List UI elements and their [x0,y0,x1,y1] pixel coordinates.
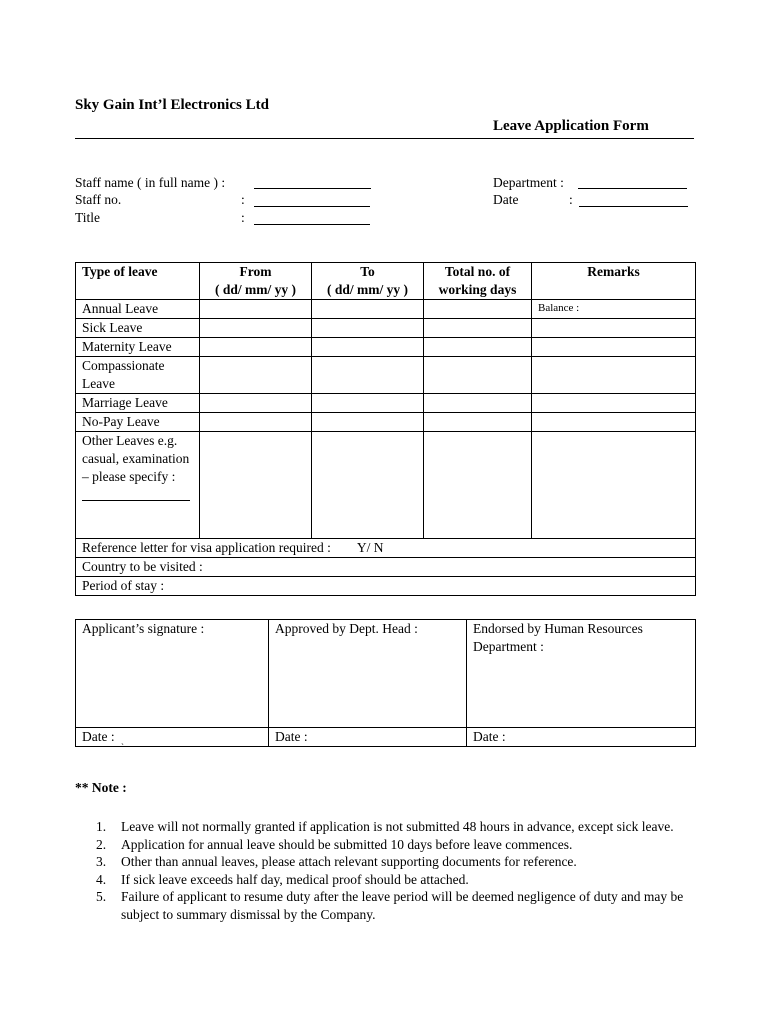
staff-no-colon: : [241,192,245,207]
visa-row [76,539,696,558]
table-row [76,338,696,357]
to-cell[interactable] [312,319,424,338]
dept-head-date-cell[interactable]: Date : [269,728,467,747]
notes-list [96,818,696,923]
note-text: Application for annual leave should be submitted 10 days before leave commences. [121,836,573,852]
department-label: Department : [493,175,564,190]
title-field[interactable] [254,224,370,225]
leave-type-annual: Annual Leave [76,300,200,319]
balance-cell[interactable]: Balance : [532,300,696,319]
leave-type-compassionate: Compassionate Leave [76,357,200,394]
total-days-cell[interactable] [424,357,532,394]
to-cell[interactable] [312,413,424,432]
header-to-label: To [360,264,375,279]
header-from-label: From [239,264,272,279]
signature-row [76,620,696,728]
to-cell[interactable] [312,432,424,539]
note-title: ** Note : [75,780,127,795]
list-item [96,836,696,854]
date-field[interactable] [579,206,688,207]
period-row [76,577,696,596]
note-text: Other than annual leaves, please attach relevant supporting documents for reference. [121,854,577,869]
remarks-cell[interactable] [532,357,696,394]
hr-endorsement-cell[interactable]: Endorsed by Human Resources Department : [467,620,696,728]
note-number: 5. [96,889,107,904]
to-cell[interactable] [312,394,424,413]
applicant-date-cell[interactable]: Date : [76,728,269,747]
header-from-format: ( dd/ mm/ yy ) [215,282,296,297]
total-days-cell[interactable] [424,413,532,432]
company-name: Sky Gain Int’l Electronics Ltd [75,97,269,113]
staff-no-field[interactable] [254,206,370,207]
department-field[interactable] [578,188,687,189]
signature-table [75,619,696,747]
leave-table-header-row [76,263,696,300]
date-label: Date [493,192,519,207]
table-row [76,394,696,413]
table-row [76,413,696,432]
country-to-visit-cell[interactable]: Country to be visited : [76,558,696,577]
to-cell[interactable] [312,300,424,319]
to-cell[interactable] [312,338,424,357]
leave-type-other-label: Other Leaves e.g. casual, examination – please specify : [82,433,190,484]
visa-reference-label: Reference letter for visa application required : [82,540,331,555]
note-text: Leave will not normally granted if application is not submitted 48 hours in advance, except sick leave. [121,819,674,834]
remarks-cell[interactable] [532,319,696,338]
specify-field[interactable] [82,500,190,501]
header-to-format: ( dd/ mm/ yy ) [327,282,408,297]
signature-date-row [76,728,696,747]
visa-reference-cell[interactable] [76,539,696,558]
leave-type-no-pay: No-Pay Leave [76,413,200,432]
visa-yes-no[interactable]: Y/ N [356,540,384,555]
note-number: 1. [96,819,107,834]
from-cell[interactable] [200,338,312,357]
table-row [76,319,696,338]
title-colon: : [241,210,245,225]
header-type-of-leave: Type of leave [76,263,200,300]
date-colon: : [569,192,573,207]
to-cell[interactable] [312,357,424,394]
remarks-cell[interactable] [532,394,696,413]
total-days-cell[interactable] [424,394,532,413]
form-title: Leave Application Form [493,118,649,134]
table-row [76,300,696,319]
note-number: 2. [96,836,107,852]
remarks-cell[interactable] [532,338,696,357]
note-text: Failure of applicant to resume duty after the leave period will be deemed negligence of duty and may be subject to summary dismissal by the Company. [121,889,684,922]
total-days-cell[interactable] [424,432,532,539]
header-remarks: Remarks [532,263,696,300]
stray-mark: ` [121,742,124,752]
table-row [76,357,696,394]
list-item [96,818,696,836]
header-divider [75,138,694,139]
staff-name-field[interactable] [254,188,371,189]
leave-type-other [76,432,200,539]
leave-type-maternity: Maternity Leave [76,338,200,357]
leave-type-sick: Sick Leave [76,319,200,338]
staff-no-label: Staff no. [75,192,122,207]
note-text: If sick leave exceeds half day, medical proof should be attached. [121,871,469,887]
from-cell[interactable] [200,300,312,319]
remarks-cell[interactable] [532,413,696,432]
remarks-cell[interactable] [532,432,696,539]
staff-name-label: Staff name ( in full name ) : [75,175,226,190]
header-from [200,263,312,300]
list-item [96,888,696,923]
leave-table [75,262,696,596]
from-cell[interactable] [200,319,312,338]
list-item [96,853,696,871]
total-days-cell[interactable] [424,300,532,319]
applicant-signature-cell[interactable]: Applicant’s signature : [76,620,269,728]
leave-type-marriage: Marriage Leave [76,394,200,413]
title-label: Title [75,210,101,225]
from-cell[interactable] [200,432,312,539]
list-item [96,871,696,889]
from-cell[interactable] [200,394,312,413]
from-cell[interactable] [200,413,312,432]
header-to [312,263,424,300]
header-total-days: Total no. of working days [424,263,532,300]
from-cell[interactable] [200,357,312,394]
table-row [76,432,696,539]
dept-head-approval-cell[interactable]: Approved by Dept. Head : [269,620,467,728]
note-number: 4. [96,871,107,887]
note-number: 3. [96,854,107,869]
total-days-cell[interactable] [424,338,532,357]
period-of-stay-cell[interactable]: Period of stay : [76,577,696,596]
country-row [76,558,696,577]
total-days-cell[interactable] [424,319,532,338]
hr-date-cell[interactable]: Date : [467,728,696,747]
